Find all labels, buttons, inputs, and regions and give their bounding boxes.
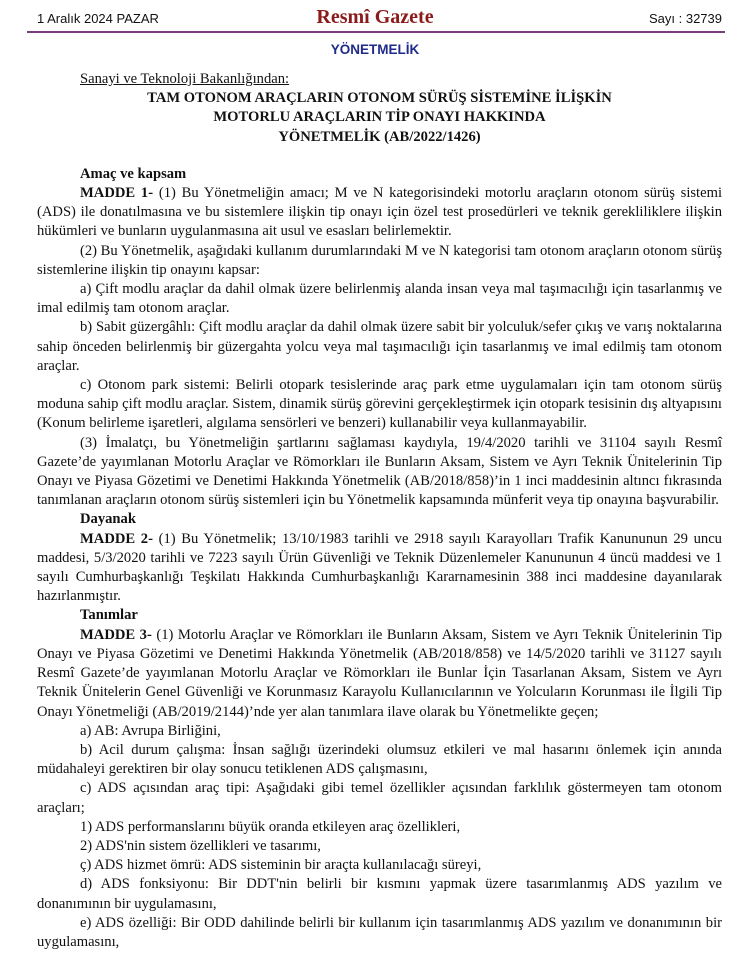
paragraph-text: (2) Bu Yönetmelik, aşağıdaki kullanım durumlarındaki M ve N kategorisi tam otonom araçların otonom sürüş sistemlerine ilişkin tip onayını kapsar: — [37, 242, 722, 278]
paragraph-text: 2) ADS'nin sistem özellikleri ve tasarımı, — [80, 837, 321, 854]
paragraph-text: (1) Bu Yönetmelik; 13/10/1983 tarihli ve 2918 sayılı Karayolları Trafik Kanununun 29 uncu maddesi, 5/3/2020 tarihli ve 7223 sayılı Ürün Güvenliği ve Teknik Düzenlemeler Kanununun 4 üncü maddesi ve 1 sayılı Cumhurbaşkanlığı Teşkilatı Hakkında Cumhurbaşkanlığı Kararnamesinin 388 inci maddesine dayanılarak hazırlanmıştır. — [37, 530, 722, 605]
paragraph — [37, 914, 722, 952]
paragraph-text: b) Acil durum çalışma: İnsan sağlığı üzerindeki olumsuz etkileri ve mal hasarını önlemek için anında müdahaleyi gerektiren bir olay sonucu tetiklenen ADS çalışmasını, — [37, 741, 722, 778]
article-number: MADDE 3- — [80, 626, 152, 643]
paragraph-text: 1) ADS performanslarını büyük oranda etkileyen araç özellikleri, — [80, 818, 461, 835]
issuing-ministry: Sanayi ve Teknoloji Bakanlığından: — [80, 71, 290, 87]
document-type: YÖNETMELİK — [330, 42, 420, 57]
paragraph-text: c) ADS açısından araç tipi: Aşağıdaki gibi temel özellikler açısından farklılık göstermeyen tam otonom araçları; — [37, 780, 722, 816]
section-heading: Dayanak — [80, 511, 136, 528]
paragraph — [37, 837, 722, 856]
paragraph — [37, 856, 722, 875]
paragraph-text: a) Çift modlu araçlar da dahil olmak üzere belirlenmiş alanda insan veya mal taşımacılığı için tasarlanmış ve imal edilmiş tam otonom araçlar. — [37, 281, 722, 317]
article-number: MADDE 2- — [80, 530, 153, 547]
title-line: YÖNETMELİK (AB/2022/1426) — [278, 128, 481, 145]
paragraph-text: d) ADS fonksiyonu: Bir DDT'nin belirli bir kısmını yapmak üzere tasarımlanmış ADS yazılım ve donanımının bir uygulamasını, — [37, 876, 722, 912]
section-heading: Amaç ve kapsam — [80, 165, 187, 182]
header-divider — [27, 31, 725, 33]
paragraph-text: b) Sabit güzergâhlı: Çift modlu araçlar da dahil olmak üzere sabit bir yolculuk/sefer çıkış ve varış noktalarına sahip önceden belirlenmiş bir güzergahta yolcu veya mal taşımacılığı için tasarlanmış ve imal edilmiş tam otonom araçlar. — [37, 319, 722, 374]
regulation-title — [37, 89, 722, 147]
issue-number: Sayı : 32739 — [649, 11, 722, 26]
issue-date: 1 Aralık 2024 PAZAR — [37, 11, 159, 26]
paragraph-text: c) Otonom park sistemi: Belirli otopark tesislerinde araç park etme uygulamaları için tam otonom sürüş moduna sahip çift modlu araçlar. Sistem, dinamik sürüş görevini gerçekleştirmek için otopark tesisinin dış altyapısını (Konum belirleme işaretleri, algılama sensörleri ve benzeri) kullanabilir veya kullanmayabilir. — [37, 377, 722, 432]
sections — [37, 165, 722, 952]
paragraph — [37, 434, 722, 511]
paragraph-text: (1) Bu Yönetmeliğin amacı; M ve N kategorisindeki motorlu araçların otonom sürüş sistemi (ADS) ile donatılmasına ve bu sistemlere ilişkin tip onayı için özel test prosedürleri ve teknik gerekliliklere ilişkin hükümleri ve bunların uygulanmasına ait usul ve esasları belirlemektir. — [37, 185, 722, 240]
gazette-logo: Resmî Gazete — [316, 6, 434, 28]
section-heading: Tanımlar — [80, 607, 138, 624]
paragraph — [37, 875, 722, 913]
paragraph — [37, 818, 722, 837]
document-body — [37, 70, 722, 952]
paragraph-text: a) AB: Avrupa Birliğini, — [80, 722, 221, 739]
paragraph — [37, 722, 722, 741]
paragraph — [37, 530, 722, 607]
paragraph-text: ç) ADS hizmet ömrü: ADS sisteminin bir araçta kullanılacağı süreyi, — [80, 857, 482, 874]
paragraph-text: (1) Motorlu Araçlar ve Römorkları ile Bunların Aksam, Sistem ve Ayrı Teknik Ünitelerinin Tip Onayı ve Piyasa Gözetimi ve Denetimi Hakkında Yönetmelik (AB/2018/858) ve 14/5/2020 tarihli ve 31127 sayılı Resmî Gazete’de yayımlanan Motorlu Araçlar ve Römorkları ile Bunlar İçin Tasarlanan Aksam, Sistem ve Ayrı Teknik Ünitelerin Genel Güvenliği ve Korunmasız Karayolu Kullanıcılarının ve Yolcuların Korunması ile İlgili Tip Onayı Yönetmeliği (AB/2019/2144)’nde yer alan tanımlara ilave olarak bu Yönetmelikte geçen; — [37, 626, 723, 720]
title-line: MOTORLU ARAÇLARIN TİP ONAYI HAKKINDA — [213, 109, 546, 126]
paragraph — [37, 280, 722, 318]
article-number: MADDE 1- — [80, 185, 154, 202]
title-line: TAM OTONOM ARAÇLARIN OTONOM SÜRÜŞ SİSTEMİNE İLİŞKİN — [147, 90, 612, 107]
paragraph — [37, 318, 722, 376]
gazette-header — [0, 0, 750, 34]
paragraph — [37, 184, 722, 242]
paragraph-text: e) ADS özelliği: Bir ODD dahilinde belirli bir kullanım için tasarımlanmış ADS yazılım ve donanımının bir uygulamasını, — [37, 914, 722, 950]
paragraph — [37, 741, 722, 779]
paragraph — [37, 242, 722, 280]
paragraph — [37, 376, 722, 434]
paragraph — [37, 626, 722, 722]
paragraph — [37, 779, 722, 817]
paragraph-text: (3) İmalatçı, bu Yönetmeliğin şartlarını sağlaması kaydıyla, 19/4/2020 tarihli ve 31104 sayılı Resmî Gazete’de yayımlanan Motorlu Araçlar ve Römorkları ile Bunların Aksam, Sistem ve Ayrı Teknik Ünitelerinin Tip Onayı ve Piyasa Gözetimi ve Denetimi Hakkında Yönetmelik (AB/2018/858)’in 1 inci maddesinin altıncı fıkrasında tanımlanan araçların otonom sürüş sistemleri için bu Yönetmelik kapsamında münferit veya tip onayına başvurabilir. — [37, 434, 722, 509]
